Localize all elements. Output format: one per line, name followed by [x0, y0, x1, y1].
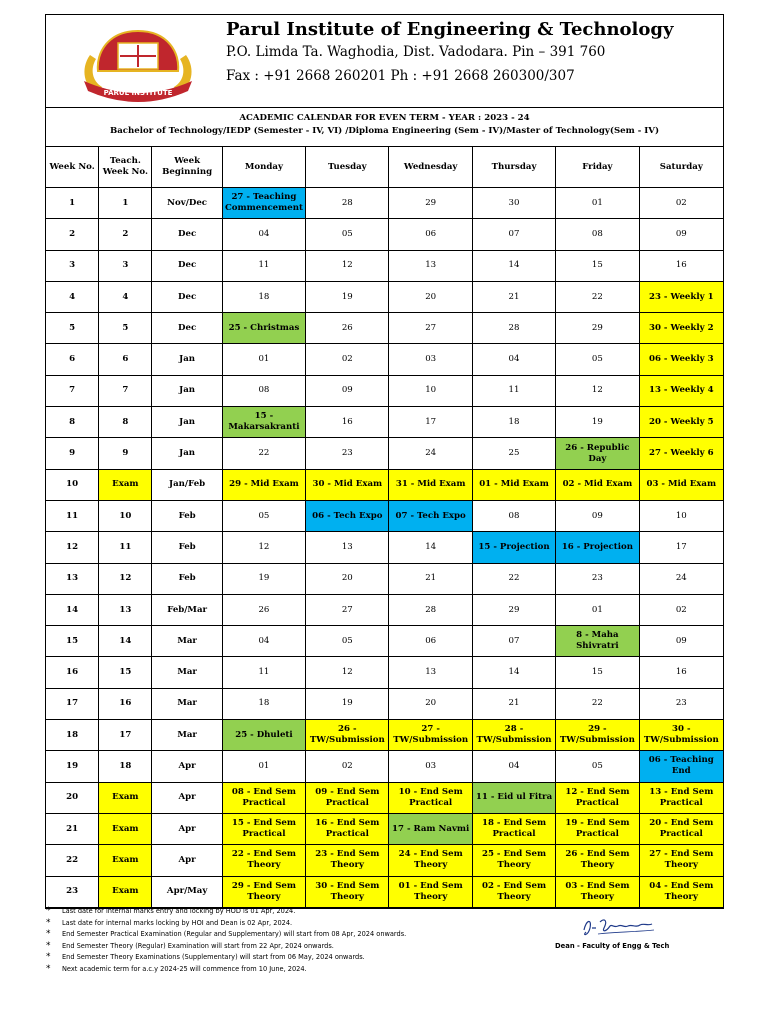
- table-cell: 21: [46, 813, 99, 844]
- table-cell: 01: [222, 751, 305, 782]
- table-cell: 01: [222, 344, 305, 375]
- table-cell: 16: [306, 407, 389, 438]
- table-cell: 2: [46, 219, 99, 250]
- table-row: [46, 344, 724, 375]
- table-cell: Apr: [152, 813, 222, 844]
- table-cell: Dec: [152, 250, 222, 281]
- table-cell: 18 - End Sem Practical: [472, 813, 555, 844]
- table-cell: 16: [639, 250, 723, 281]
- table-cell: Apr: [152, 845, 222, 876]
- table-cell: 02: [639, 594, 723, 625]
- table-cell: Apr/May: [152, 876, 222, 907]
- table-cell: 11: [99, 532, 152, 563]
- table-cell: Jan/Feb: [152, 469, 222, 500]
- table-cell: 11: [472, 375, 555, 406]
- table-cell: 28 - TW/Submission: [472, 720, 555, 751]
- table-cell: 4: [99, 281, 152, 312]
- table-cell: 22: [472, 563, 555, 594]
- table-cell: 06: [389, 626, 472, 657]
- table-cell: 12: [306, 657, 389, 688]
- table-cell: 17: [46, 688, 99, 719]
- table-cell: 09: [639, 626, 723, 657]
- table-cell: 22: [556, 688, 639, 719]
- table-cell: Mar: [152, 626, 222, 657]
- table-cell: 04: [222, 626, 305, 657]
- table-cell: 15 - Makarsakranti: [222, 407, 305, 438]
- table-cell: Exam: [99, 876, 152, 907]
- table-row: [46, 688, 724, 719]
- table-cell: 26: [306, 313, 389, 344]
- table-cell: 5: [99, 313, 152, 344]
- table-cell: 18: [222, 688, 305, 719]
- table-body: [46, 188, 724, 908]
- table-cell: 05: [222, 500, 305, 531]
- table-cell: 14: [472, 250, 555, 281]
- table-cell: 29 - TW/Submission: [556, 720, 639, 751]
- table-cell: 30 - Mid Exam: [306, 469, 389, 500]
- table-cell: 7: [99, 375, 152, 406]
- table-cell: 02 - Mid Exam: [556, 469, 639, 500]
- table-cell: 03 - End Sem Theory: [556, 876, 639, 907]
- table-cell: 15: [46, 626, 99, 657]
- note-item: * Last date for internal marks entry and locking by HOD is 01 Apr, 2024.: [46, 906, 406, 918]
- table-cell: 4: [46, 281, 99, 312]
- table-cell: 05: [306, 219, 389, 250]
- table-cell: Feb/Mar: [152, 594, 222, 625]
- table-cell: 12 - End Sem Practical: [556, 782, 639, 813]
- table-cell: Feb: [152, 532, 222, 563]
- table-cell: 31 - Mid Exam: [389, 469, 472, 500]
- table-cell: 16: [46, 657, 99, 688]
- note-item: * End Semester Theory Examinations (Supplementary) will start from 06 May, 2024 onwards.: [46, 952, 406, 964]
- table-row: [46, 438, 724, 469]
- note-item: * End Semester Practical Examination (Regular and Supplementary) will start from 08 Apr, 2024 onwards.: [46, 929, 406, 941]
- table-cell: 20: [306, 563, 389, 594]
- table-cell: 20: [46, 782, 99, 813]
- note-item: * Last date for internal marks locking by HOI and Dean is 02 Apr, 2024.: [46, 918, 406, 930]
- table-cell: 04 - End Sem Theory: [639, 876, 723, 907]
- table-row: [46, 250, 724, 281]
- table-cell: 9: [99, 438, 152, 469]
- table-row: [46, 219, 724, 250]
- table-cell: 13: [46, 563, 99, 594]
- institute-logo: [68, 25, 208, 103]
- table-cell: 06 - Tech Expo: [306, 500, 389, 531]
- table-cell: 23 - Weekly 1: [639, 281, 723, 312]
- column-header: Monday: [222, 147, 305, 188]
- table-cell: 10: [46, 469, 99, 500]
- table-cell: 08: [472, 500, 555, 531]
- table-cell: 29: [472, 594, 555, 625]
- institute-contact: Fax : +91 2668 260201 Ph : +91 2668 260300/307: [226, 68, 575, 84]
- calendar-subtitle: Bachelor of Technology/IEDP (Semester - IV, VI) /Diploma Engineering (Sem - IV)/Master of Technology(Sem - IV): [109, 126, 660, 136]
- table-cell: Jan: [152, 375, 222, 406]
- table-cell: 29 - Mid Exam: [222, 469, 305, 500]
- table-cell: 27 - TW/Submission: [389, 720, 472, 751]
- column-header: Tuesday: [306, 147, 389, 188]
- header: [46, 15, 723, 108]
- table-cell: 04: [472, 344, 555, 375]
- table-cell: 13: [389, 250, 472, 281]
- table-cell: 04: [222, 219, 305, 250]
- table-cell: 28: [389, 594, 472, 625]
- table-row: [46, 594, 724, 625]
- table-cell: 19: [556, 407, 639, 438]
- table-cell: 13: [389, 657, 472, 688]
- table-cell: 20 - End Sem Practical: [639, 813, 723, 844]
- table-row: [46, 188, 724, 219]
- table-cell: 21: [389, 563, 472, 594]
- table-cell: 02: [639, 188, 723, 219]
- table-cell: 29: [556, 313, 639, 344]
- table-cell: 2: [99, 219, 152, 250]
- table-cell: 20: [389, 281, 472, 312]
- table-cell: 11 - Eid ul Fitra: [472, 782, 555, 813]
- table-row: [46, 281, 724, 312]
- table-cell: 21: [472, 688, 555, 719]
- table-cell: 21: [472, 281, 555, 312]
- table-cell: 26 - End Sem Theory: [556, 845, 639, 876]
- table-cell: 15: [556, 250, 639, 281]
- table-cell: 29 - End Sem Theory: [222, 876, 305, 907]
- table-cell: 10: [639, 500, 723, 531]
- table-header-row: [46, 147, 724, 188]
- table-cell: 17: [99, 720, 152, 751]
- notes: [46, 906, 406, 975]
- table-cell: 23: [306, 438, 389, 469]
- table-cell: 22: [556, 281, 639, 312]
- note-item: * End Semester Theory (Regular) Examination will start from 22 Apr, 2024 onwards.: [46, 941, 406, 953]
- table-cell: 22: [46, 845, 99, 876]
- calendar-title: ACADEMIC CALENDAR FOR EVEN TERM - YEAR : 2023 - 24: [239, 113, 530, 123]
- table-cell: 28: [472, 313, 555, 344]
- table-row: [46, 845, 724, 876]
- table-cell: 11: [222, 657, 305, 688]
- table-cell: 28: [306, 188, 389, 219]
- table-cell: 19: [46, 751, 99, 782]
- signatory: Dean - Faculty of Engg & Tech: [555, 942, 670, 950]
- table-cell: 06 - Teaching End: [639, 751, 723, 782]
- table-cell: 18: [46, 720, 99, 751]
- table-cell: Feb: [152, 500, 222, 531]
- calendar-table: [45, 146, 724, 908]
- table-row: [46, 532, 724, 563]
- table-cell: 13 - End Sem Practical: [639, 782, 723, 813]
- table-cell: Nov/Dec: [152, 188, 222, 219]
- calendar-title-block: [46, 108, 723, 147]
- table-cell: 10: [389, 375, 472, 406]
- table-cell: 08: [222, 375, 305, 406]
- table-cell: 5: [46, 313, 99, 344]
- table-cell: 15: [556, 657, 639, 688]
- table-row: [46, 563, 724, 594]
- table-cell: 30: [472, 188, 555, 219]
- table-cell: 17: [389, 407, 472, 438]
- institute-address: P.O. Limda Ta. Waghodia, Dist. Vadodara. Pin – 391 760: [226, 44, 606, 60]
- table-cell: 10: [99, 500, 152, 531]
- table-cell: 11: [222, 250, 305, 281]
- table-cell: 25 - End Sem Theory: [472, 845, 555, 876]
- table-cell: 20 - Weekly 5: [639, 407, 723, 438]
- table-cell: 03 - Mid Exam: [639, 469, 723, 500]
- table-cell: Exam: [99, 845, 152, 876]
- table-cell: 23: [46, 876, 99, 907]
- table-cell: 02: [306, 751, 389, 782]
- table-cell: 6: [46, 344, 99, 375]
- table-cell: 8 - Maha Shivratri: [556, 626, 639, 657]
- column-header: Friday: [556, 147, 639, 188]
- table-cell: 19: [306, 281, 389, 312]
- table-cell: 9: [46, 438, 99, 469]
- table-cell: 20: [389, 688, 472, 719]
- table-cell: 7: [46, 375, 99, 406]
- institute-name: Parul Institute of Engineering & Technology: [226, 19, 674, 40]
- table-cell: 12: [556, 375, 639, 406]
- table-cell: 07: [472, 626, 555, 657]
- table-cell: 3: [46, 250, 99, 281]
- table-cell: 23: [639, 688, 723, 719]
- table-cell: 23: [556, 563, 639, 594]
- table-cell: 06: [389, 219, 472, 250]
- table-cell: 05: [556, 344, 639, 375]
- table-cell: Mar: [152, 720, 222, 751]
- table-row: [46, 313, 724, 344]
- table-cell: 26: [222, 594, 305, 625]
- table-cell: 03: [389, 751, 472, 782]
- table-cell: 8: [46, 407, 99, 438]
- table-cell: 30 - TW/Submission: [639, 720, 723, 751]
- table-cell: 1: [46, 188, 99, 219]
- table-cell: 05: [306, 626, 389, 657]
- table-cell: 03: [389, 344, 472, 375]
- table-cell: 16 - End Sem Practical: [306, 813, 389, 844]
- table-row: [46, 720, 724, 751]
- table-cell: 07: [472, 219, 555, 250]
- table-cell: 06 - Weekly 3: [639, 344, 723, 375]
- table-cell: 1: [99, 188, 152, 219]
- table-cell: 26 - TW/Submission: [306, 720, 389, 751]
- table-cell: Dec: [152, 281, 222, 312]
- table-cell: 17: [639, 532, 723, 563]
- table-cell: 14: [472, 657, 555, 688]
- table-cell: Jan: [152, 407, 222, 438]
- column-header: Week No.: [46, 147, 99, 188]
- table-cell: 17 - Ram Navmi: [389, 813, 472, 844]
- table-cell: 09: [639, 219, 723, 250]
- table-cell: 02: [306, 344, 389, 375]
- table-cell: 01 - End Sem Theory: [389, 876, 472, 907]
- table-cell: 19: [306, 688, 389, 719]
- table-cell: 19 - End Sem Practical: [556, 813, 639, 844]
- table-cell: 13: [99, 594, 152, 625]
- table-cell: 24: [389, 438, 472, 469]
- table-cell: 13 - Weekly 4: [639, 375, 723, 406]
- column-header: Wednesday: [389, 147, 472, 188]
- table-cell: 10 - End Sem Practical: [389, 782, 472, 813]
- table-cell: 18: [222, 281, 305, 312]
- table-row: [46, 375, 724, 406]
- table-cell: 30 - Weekly 2: [639, 313, 723, 344]
- table-cell: 12: [222, 532, 305, 563]
- table-cell: 22 - End Sem Theory: [222, 845, 305, 876]
- table-cell: 25 - Christmas: [222, 313, 305, 344]
- table-cell: 09: [556, 500, 639, 531]
- table-cell: Exam: [99, 813, 152, 844]
- table-cell: 22: [222, 438, 305, 469]
- table-cell: 24: [639, 563, 723, 594]
- column-header: Teach. Week No.: [99, 147, 152, 188]
- table-cell: 01 - Mid Exam: [472, 469, 555, 500]
- table-cell: Mar: [152, 657, 222, 688]
- table-cell: 12: [46, 532, 99, 563]
- table-row: [46, 657, 724, 688]
- table-cell: 3: [99, 250, 152, 281]
- table-cell: Jan: [152, 438, 222, 469]
- column-header: Thursday: [472, 147, 555, 188]
- table-cell: 11: [46, 500, 99, 531]
- table-cell: 8: [99, 407, 152, 438]
- table-cell: Exam: [99, 469, 152, 500]
- logo-text: PARUL INSTITUTE: [103, 89, 173, 97]
- table-row: [46, 500, 724, 531]
- table-cell: 08: [556, 219, 639, 250]
- table-cell: 04: [472, 751, 555, 782]
- table-cell: 26 - Republic Day: [556, 438, 639, 469]
- table-cell: 02 - End Sem Theory: [472, 876, 555, 907]
- table-cell: Jan: [152, 344, 222, 375]
- table-cell: 30 - End Sem Theory: [306, 876, 389, 907]
- column-header: Week Beginning: [152, 147, 222, 188]
- table-cell: Dec: [152, 219, 222, 250]
- table-cell: 27: [389, 313, 472, 344]
- table-cell: 18: [472, 407, 555, 438]
- table-cell: Apr: [152, 751, 222, 782]
- table-row: [46, 751, 724, 782]
- table-cell: 14: [389, 532, 472, 563]
- table-cell: 01: [556, 594, 639, 625]
- table-cell: Mar: [152, 688, 222, 719]
- table-row: [46, 407, 724, 438]
- table-cell: 27 - Teaching Commencement: [222, 188, 305, 219]
- table-cell: Exam: [99, 782, 152, 813]
- table-cell: 25 - Dhuleti: [222, 720, 305, 751]
- table-row: [46, 469, 724, 500]
- table-cell: 14: [99, 626, 152, 657]
- table-cell: 29: [389, 188, 472, 219]
- table-cell: 09 - End Sem Practical: [306, 782, 389, 813]
- table-cell: 27 - End Sem Theory: [639, 845, 723, 876]
- table-cell: 16: [99, 688, 152, 719]
- table-row: [46, 626, 724, 657]
- table-cell: 27: [306, 594, 389, 625]
- dean-signature: [578, 914, 658, 940]
- table-cell: 24 - End Sem Theory: [389, 845, 472, 876]
- table-cell: 15: [99, 657, 152, 688]
- table-cell: Apr: [152, 782, 222, 813]
- note-item: * Next academic term for a.c.y 2024-25 will commence from 10 June, 2024.: [46, 964, 406, 976]
- table-cell: 13: [306, 532, 389, 563]
- column-header: Saturday: [639, 147, 723, 188]
- table-cell: 09: [306, 375, 389, 406]
- table-row: [46, 813, 724, 844]
- table-cell: 08 - End Sem Practical: [222, 782, 305, 813]
- table-cell: 16: [639, 657, 723, 688]
- table-cell: 27 - Weekly 6: [639, 438, 723, 469]
- table-cell: 12: [99, 563, 152, 594]
- table-cell: 12: [306, 250, 389, 281]
- table-row: [46, 876, 724, 907]
- table-cell: 15 - End Sem Practical: [222, 813, 305, 844]
- table-cell: 19: [222, 563, 305, 594]
- table-cell: 07 - Tech Expo: [389, 500, 472, 531]
- table-cell: Feb: [152, 563, 222, 594]
- table-cell: Dec: [152, 313, 222, 344]
- table-cell: 18: [99, 751, 152, 782]
- table-cell: 01: [556, 188, 639, 219]
- table-cell: 14: [46, 594, 99, 625]
- table-row: [46, 782, 724, 813]
- table-cell: 25: [472, 438, 555, 469]
- table-cell: 23 - End Sem Theory: [306, 845, 389, 876]
- table-cell: 6: [99, 344, 152, 375]
- calendar-frame: [45, 14, 724, 909]
- table-cell: 05: [556, 751, 639, 782]
- table-cell: 15 - Projection: [472, 532, 555, 563]
- table-cell: 16 - Projection: [556, 532, 639, 563]
